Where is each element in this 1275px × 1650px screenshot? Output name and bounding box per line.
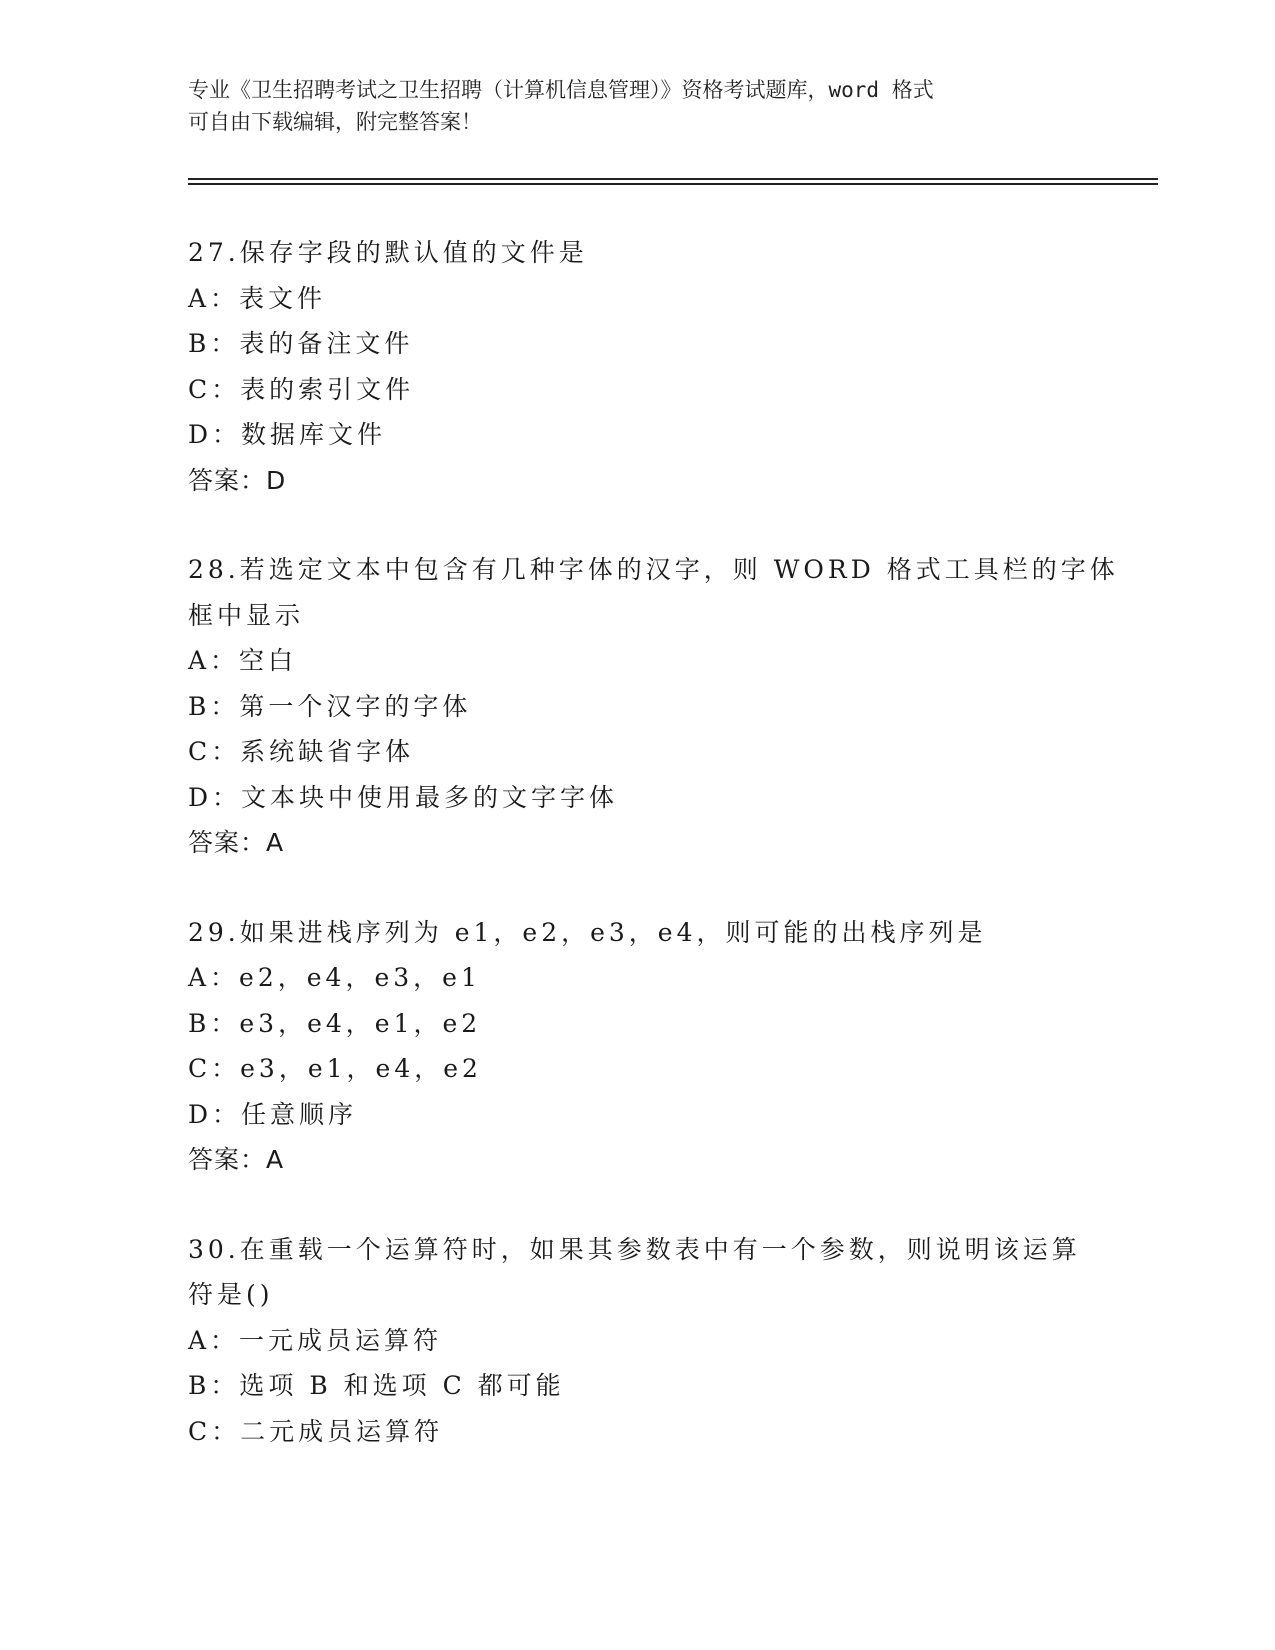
answer-line: 答案：D [188, 465, 287, 495]
question-text: 30.在重载一个运算符时，如果其参数表中有一个参数，则说明该运算 [188, 1234, 1081, 1264]
option-b: B：表的备注文件 [188, 329, 414, 358]
option-c: C：表的索引文件 [188, 374, 415, 404]
question-29 [188, 910, 1088, 1183]
question-text: 28.若选定文本中包含有几种字体的汉字，则 WORD 格式工具栏的字体 [188, 555, 1119, 584]
question-text-continued: 框中显示 [188, 600, 305, 630]
option-c: C：二元成员运算符 [188, 1416, 444, 1446]
option-d: D：数据库文件 [188, 420, 387, 449]
option-a: A：空白 [188, 646, 298, 675]
header-divider-top [188, 178, 1158, 180]
option-c: C：系统缺省字体 [188, 737, 415, 766]
header-line-1: 专业《卫生招聘考试之卫生招聘（计算机信息管理）》资格考试题库，word 格式 [188, 78, 934, 102]
question-28 [188, 547, 1119, 866]
question-text: 27.保存字段的默认值的文件是 [188, 238, 588, 267]
header-divider-bottom [188, 183, 1158, 185]
question-30 [188, 1227, 1088, 1455]
question-text: 29.如果进栈序列为 e1，e2，e3，e4，则可能的出栈序列是 [188, 917, 987, 947]
option-a: A：一元成员运算符 [188, 1325, 443, 1355]
header-line-2: 可自由下载编辑，附完整答案！ [188, 110, 482, 134]
option-b: B：e3，e4，e1，e2 [188, 1008, 482, 1038]
option-a: A：表文件 [188, 283, 327, 313]
question-list [188, 230, 1119, 1498]
option-a: A：e2，e4，e3，e1 [188, 963, 481, 992]
answer-line: 答案：A [188, 1145, 285, 1174]
option-c: C：e3，e1，e4，e2 [188, 1054, 482, 1083]
document-header [188, 74, 1088, 138]
question-27 [188, 230, 1088, 503]
option-d: D：任意顺序 [188, 1099, 358, 1129]
answer-line: 答案：A [188, 828, 285, 857]
option-b: B：选项 B 和选项 C 都可能 [188, 1371, 565, 1400]
question-text-continued: 符是() [188, 1280, 274, 1309]
option-d: D：文本块中使用最多的文字字体 [188, 782, 619, 812]
option-b: B：第一个汉字的字体 [188, 691, 472, 721]
